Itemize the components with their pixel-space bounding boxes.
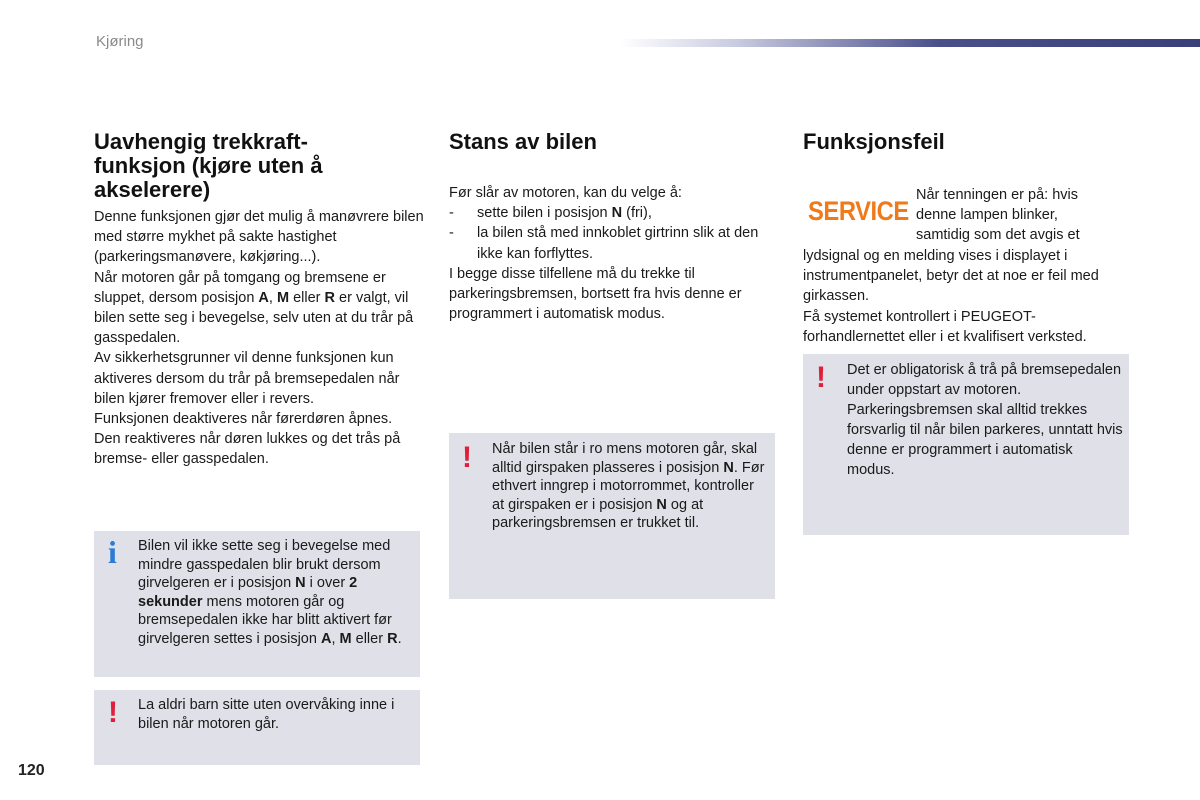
warning-icon: !: [108, 696, 118, 729]
note-paragraph: Parkeringsbremsen skal alltid trekkes forsvarlig til når bilen parkeres, unntatt hvis denne er programmert i automatisk modus.: [847, 402, 1123, 478]
paragraph: Før slår av motoren, kan du velge å:: [449, 185, 682, 201]
warning-note-box: [803, 354, 1129, 535]
info-note-box: [94, 531, 420, 677]
paragraph: Denne funksjonen gjør det mulig å manøvrere bilen med større mykhet på sakte hastighet (parkeringsmanøvere, køkjøring...).: [94, 209, 424, 266]
paragraph: Av sikkerhetsgrunner vil denne funksjonen kun aktiveres dersom du trår på bremsepedalen når bilen kjører fremover eller i revers.: [94, 350, 400, 407]
heading-malfunction: Funksjonsfeil: [803, 129, 945, 154]
heading-stop: Stans av bilen: [449, 129, 597, 154]
header-gradient-bar: [620, 39, 1200, 47]
warning-note-text: La aldri barn sitte uten overvåking inne i bilen når motoren går.: [138, 697, 395, 732]
paragraph: Få systemet kontrollert i PEUGEOT-forhandlernettet eller i et kvalifisert verksted.: [803, 308, 1087, 345]
warning-note-text: [847, 360, 1123, 480]
heading-line: Uavhengig trekkraft-: [94, 129, 308, 154]
paragraph: Den reaktiveres når døren lukkes og det trås på bremse- eller gasspedalen.: [94, 431, 401, 468]
text-line: Når tenningen er på: hvis: [916, 187, 1079, 203]
text-line: denne lampen blinker,: [916, 207, 1058, 224]
heading-traction: [94, 130, 424, 202]
list-item: - la bilen stå med innkoblet girtrinn slik at den ikke kan forflyttes.: [449, 225, 759, 262]
column-traction: [94, 130, 424, 470]
malfunction-body: [803, 246, 1133, 347]
info-note-text: Bilen vil ikke sette seg i bevegelse med mindre gasspedalen blir brukt dersom girvelgeren er i posisjon N i over 2 sekunder mens motoren går og bremsepedalen ikke har blitt aktivert før girvelgeren settes i posisjon A, M eller R.: [138, 538, 402, 647]
column-stop: [449, 130, 779, 324]
paragraph: lydsignal og en melding vises i displayet i instrumentpanelet, betyr det at noe er feil med girkassen.: [803, 248, 1099, 305]
list-item: - sette bilen i posisjon N (fri),: [449, 205, 652, 222]
warning-icon: !: [462, 441, 472, 474]
column-malfunction: [803, 130, 1133, 154]
paragraph: Funksjonen deaktiveres når førerdøren åpnes.: [94, 411, 393, 428]
text-line: samtidig som det avgis et: [916, 227, 1080, 244]
page-number: 120: [18, 762, 45, 779]
info-icon: i: [108, 534, 117, 570]
heading-line: akselerere): [94, 177, 211, 202]
heading-line: funksjon (kjøre uten å: [94, 153, 323, 178]
malfunction-text-beside: [916, 185, 1128, 246]
paragraph: I begge disse tilfellene må du trekke til parkeringsbremsen, bortsett fra hvis denne er programmert i automatisk modus.: [449, 265, 742, 323]
traction-body: [94, 207, 424, 470]
note-paragraph: Det er obligatorisk å trå på bremsepedalen under oppstart av motoren.: [847, 362, 1122, 398]
warning-note-text: Når bilen står i ro mens motoren går, skal alltid girspaken plasseres i posisjon N. Før ethvert inngrep i motorrommet, kontroller at girspaken er i posisjon N og at parkeringsbremsen er trukket til.: [492, 441, 765, 532]
paragraph: Når motoren går på tomgang og bremsene er sluppet, dersom posisjon A, M eller R er valgt, vil bilen sette seg i bevegelse, selv uten at du trår på gasspedalen.: [94, 269, 414, 347]
warning-icon: !: [816, 361, 826, 394]
stop-body: [449, 183, 779, 324]
section-title: Kjøring: [96, 33, 144, 50]
warning-note-box: [449, 433, 775, 599]
service-warning-lamp: SERVICE: [808, 196, 909, 226]
warning-note-box: [94, 690, 420, 765]
